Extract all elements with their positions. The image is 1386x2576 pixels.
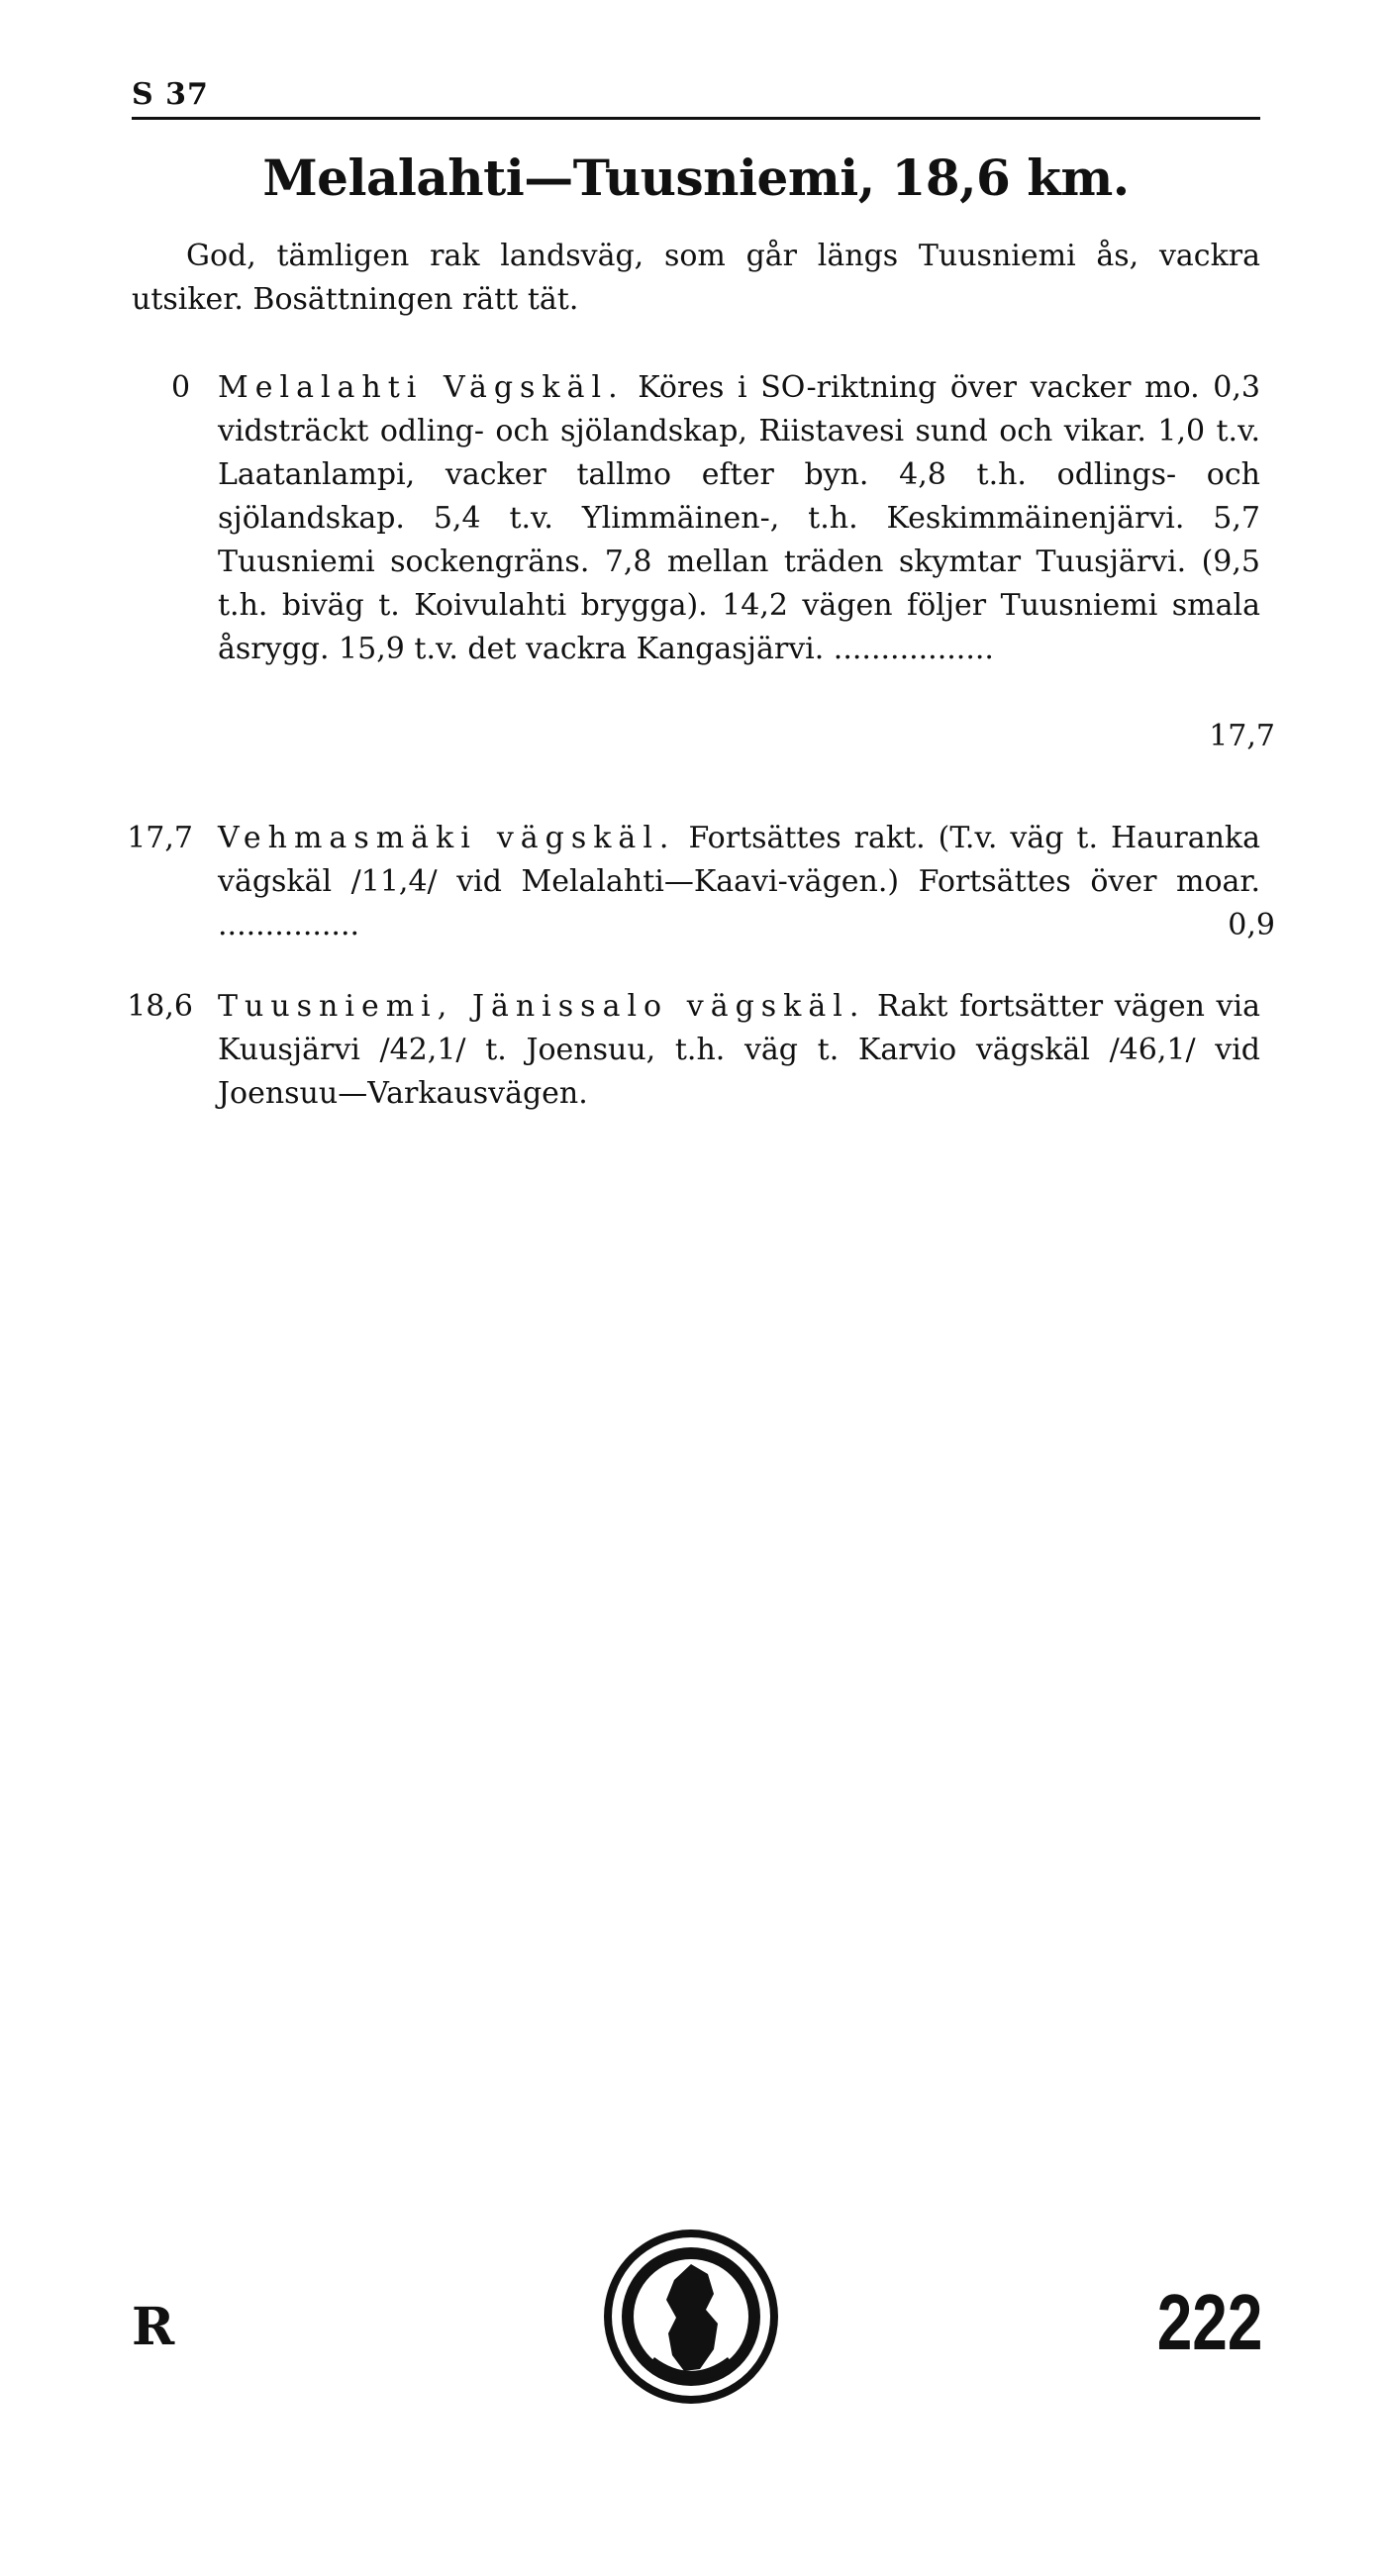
entry-km: 0 <box>171 370 191 405</box>
entry-place: Melalahti Vägskäl. <box>218 370 625 405</box>
entry-body <box>218 366 1260 671</box>
intro-paragraph: God, tämligen rak landsväg, som går längs Tuusniemi ås, vackra utsiker. Bosättningen rätt tät. <box>132 239 1260 317</box>
footer-mark: R <box>132 2297 175 2357</box>
entry-text: Fortsättes rakt. (T.v. väg t. Hauranka vägskäl /11,4/ vid Melalahti—Kaavi-vägen.) Fortsättes över moar. ............... <box>218 821 1260 942</box>
entry-km: 17,7 <box>127 821 193 855</box>
entry-body <box>218 985 1260 1116</box>
route-entry <box>122 985 1275 1163</box>
entry-body <box>218 817 1260 947</box>
entry-end-km: 0,9 <box>1228 908 1275 942</box>
page-title: Melalahti—Tuusniemi, 18,6 km. <box>262 149 1130 207</box>
entry-end-km: 17,7 <box>1209 719 1275 753</box>
route-entry <box>122 817 1275 955</box>
route-entry <box>122 366 1275 782</box>
entry-km: 18,6 <box>127 989 193 1024</box>
entry-text: Köres i SO-riktning över vacker mo. 0,3 vidsträckt odling- och sjölandskap, Riistavesi sund och vikar. 1,0 t.v. Laatanlampi, vacker tallmo efter byn. 4,8 t.h. odlings- och sjölandskap. 5,4 t.v. Ylimmäinen-, t.h. Keskimmäinenjärvi. 5,7 Tuusniemi sockengräns. 7,8 mellan träden skymtar Tuusjärvi. (9,5 t.h. biväg t. Koivulahti brygga). 14,2 vägen följer Tuusniemi smala åsrygg. 15,9 t.v. det vackra Kangasjärvi. ................. <box>218 370 1260 666</box>
page-number: 222 <box>1156 2278 1262 2366</box>
emblem-logo <box>597 2223 785 2411</box>
entry-place: Tuusniemi, Jänissalo vägskäl. <box>218 989 866 1024</box>
entry-text: Rakt fortsätter vägen via Kuusjärvi /42,1/ t. Joensuu, t.h. väg t. Karvio vägskäl /46,1/ vid Joensuu—Varkausvägen. <box>218 989 1260 1111</box>
entry-place: Vehmasmäki vägskäl. <box>218 821 676 855</box>
section-code: S 37 <box>132 77 209 112</box>
header-rule <box>132 117 1260 120</box>
